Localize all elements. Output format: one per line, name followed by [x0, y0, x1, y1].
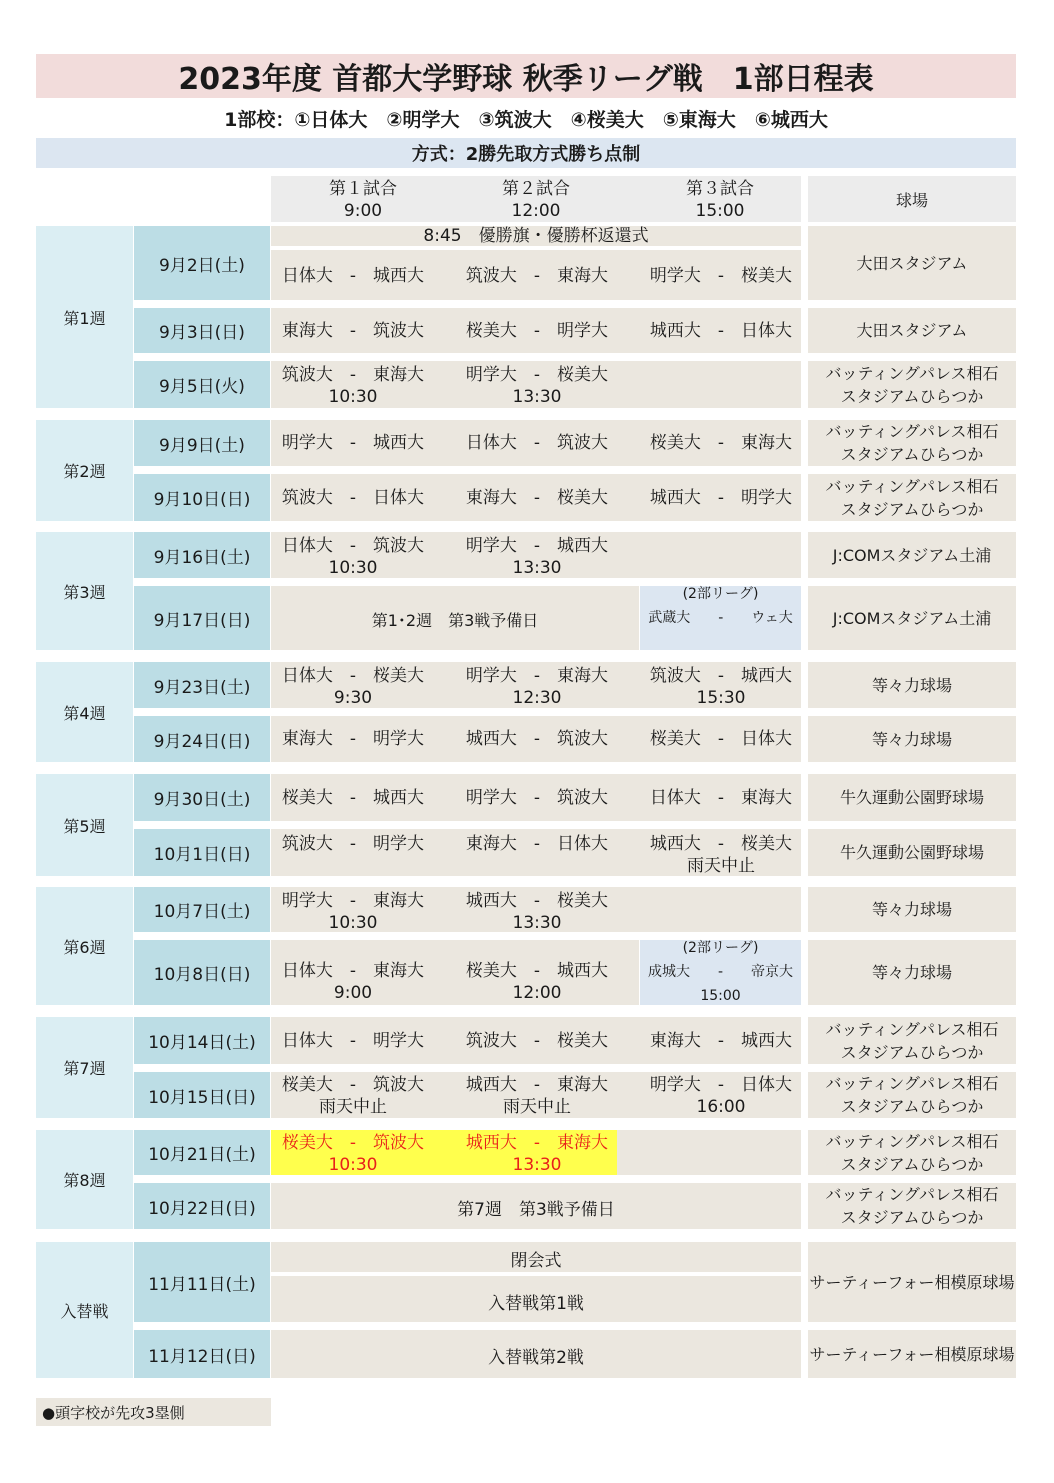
venue-cell: 等々力球場 — [808, 716, 1016, 762]
date-cell: 11月12日(日) — [134, 1330, 270, 1378]
date-cell: 10月21日(土) — [134, 1130, 270, 1175]
venue-cell: バッティングパレス相石 スタジアムひらつか — [808, 361, 1016, 408]
week-label: 第2週 — [36, 420, 133, 521]
game2: 筑波大 - 東海大 — [465, 266, 609, 286]
game2: 明学大 - 筑波大 — [465, 788, 609, 808]
game1: 筑波大 - 東海大 10:30 — [281, 365, 425, 407]
games-cell — [271, 532, 801, 578]
week-label: 第5週 — [36, 774, 133, 876]
page-title: 2023年度 首都大学野球 秋季リーグ戦 1部日程表 — [36, 54, 1016, 98]
venue-cell: バッティングパレス相石 スタジアムひらつか — [808, 1183, 1016, 1229]
venue-cell: 大田スタジアム — [808, 308, 1016, 353]
format-banner: 方式：2勝先取方式勝ち点制 — [36, 138, 1016, 168]
game3: 明学大 - 日体大 16:00 — [649, 1075, 793, 1117]
game1: 桜美大 - 筑波大 10:30 — [281, 1133, 425, 1175]
venue-cell: 牛久運動公園野球場 — [808, 774, 1016, 821]
venue-cell: バッティングパレス相石 スタジアムひらつか — [808, 420, 1016, 466]
games-cell — [271, 1017, 801, 1064]
game3: 明学大 - 桜美大 — [649, 266, 793, 286]
venue-cell: J:COMスタジアム土浦 — [808, 532, 1016, 578]
game3: 日体大 - 東海大 — [649, 788, 793, 808]
game3: 筑波大 - 城西大 15:30 — [649, 666, 793, 708]
games-cell — [271, 1130, 801, 1175]
highlighted-games — [271, 1130, 617, 1175]
venue-cell: バッティングパレス相石 スタジアムひらつか — [808, 1130, 1016, 1175]
game2: 筑波大 - 桜美大 — [465, 1031, 609, 1051]
league-schools: 1部校：①日体大 ②明学大 ③筑波大 ④桜美大 ⑤東海大 ⑥城西大 — [224, 108, 828, 131]
venue-cell: サーティーフォー相模原球場 — [808, 1242, 1016, 1322]
game3: 城西大 - 明学大 — [649, 488, 793, 508]
division2-game-cell: (2部リーグ) 武蔵大 - ウェ大 — [640, 586, 801, 650]
game2: 東海大 - 日体大 — [465, 834, 609, 854]
week-label: 第4週 — [36, 662, 133, 762]
date-cell: 9月24日(日) — [134, 716, 270, 762]
venue-cell: 等々力球場 — [808, 887, 1016, 932]
game1: 桜美大 - 城西大 — [281, 788, 425, 808]
game2: 城西大 - 東海大 雨天中止 — [465, 1075, 609, 1117]
game2: 明学大 - 桜美大 13:30 — [465, 365, 609, 407]
game1-header: 第１試合 9:00 — [329, 179, 397, 221]
game-header — [271, 176, 801, 222]
game1: 桜美大 - 筑波大 雨天中止 — [281, 1075, 425, 1117]
game3-header: 第３試合 15:00 — [686, 179, 754, 221]
games-cell — [271, 829, 801, 876]
venue-header: 球場 — [808, 176, 1016, 222]
game2: 日体大 - 筑波大 — [465, 433, 609, 453]
playoff-game-cell: 入替戦第1戦 — [271, 1276, 801, 1322]
venue-cell: 等々力球場 — [808, 940, 1016, 1005]
week-label: 第6週 — [36, 887, 133, 1005]
division2-game-cell: (2部リーグ) 成城大 - 帝京大 15:00 — [640, 940, 801, 1005]
week-label: 第3週 — [36, 532, 133, 650]
ceremony-banner: 8:45 優勝旗・優勝杯返還式 — [271, 226, 801, 246]
date-cell: 10月7日(土) — [134, 887, 270, 932]
game2: 明学大 - 城西大 13:30 — [465, 536, 609, 578]
venue-cell: サーティーフォー相模原球場 — [808, 1330, 1016, 1378]
game2: 城西大 - 東海大 13:30 — [465, 1133, 609, 1175]
venue-cell: 大田スタジアム — [808, 226, 1016, 300]
game3: 城西大 - 日体大 — [649, 321, 793, 341]
games-cell — [271, 774, 801, 821]
game2: 桜美大 - 城西大 12:00 — [465, 961, 609, 1003]
game1: 筑波大 - 日体大 — [281, 488, 425, 508]
games-cell — [271, 308, 801, 353]
game1: 日体大 - 明学大 — [281, 1031, 425, 1051]
games-cell — [271, 940, 639, 1005]
footnote: ●頭字校が先攻3塁側 — [36, 1398, 271, 1426]
games-cell — [271, 716, 801, 762]
week-label: 入替戦 — [36, 1242, 133, 1378]
date-cell: 9月23日(土) — [134, 662, 270, 708]
game1: 東海大 - 筑波大 — [281, 321, 425, 341]
date-cell: 9月17日(日) — [134, 586, 270, 650]
game1: 日体大 - 城西大 — [281, 266, 425, 286]
date-cell: 10月8日(日) — [134, 940, 270, 1005]
game1: 日体大 - 東海大 9:00 — [281, 961, 425, 1003]
game3: 桜美大 - 日体大 — [649, 729, 793, 749]
game2: 東海大 - 桜美大 — [465, 488, 609, 508]
date-cell: 10月1日(日) — [134, 829, 270, 876]
games-cell — [271, 420, 801, 466]
game1: 筑波大 - 明学大 — [281, 834, 425, 854]
games-cell — [271, 250, 801, 300]
game2: 城西大 - 筑波大 — [465, 729, 609, 749]
games-cell — [271, 474, 801, 521]
date-cell: 10月14日(土) — [134, 1017, 270, 1064]
game3: 桜美大 - 東海大 — [649, 433, 793, 453]
game1: 明学大 - 城西大 — [281, 433, 425, 453]
date-cell: 10月22日(日) — [134, 1183, 270, 1229]
venue-cell: 等々力球場 — [808, 662, 1016, 708]
date-cell: 9月3日(日) — [134, 308, 270, 353]
game2: 桜美大 - 明学大 — [465, 321, 609, 341]
date-cell: 10月15日(日) — [134, 1072, 270, 1118]
closing-ceremony-cell: 閉会式 — [271, 1242, 801, 1272]
date-cell: 9月10日(日) — [134, 474, 270, 521]
game1: 日体大 - 筑波大 10:30 — [281, 536, 425, 578]
week-label: 第8週 — [36, 1130, 133, 1229]
date-cell: 9月5日(火) — [134, 361, 270, 408]
venue-cell: バッティングパレス相石 スタジアムひらつか — [808, 474, 1016, 521]
games-cell — [271, 662, 801, 708]
venue-cell: J:COMスタジアム土浦 — [808, 586, 1016, 650]
date-cell: 11月11日(土) — [134, 1242, 270, 1322]
date-cell: 9月9日(土) — [134, 420, 270, 466]
game3: 東海大 - 城西大 — [649, 1031, 793, 1051]
week-label: 第7週 — [36, 1017, 133, 1118]
game2: 城西大 - 桜美大 13:30 — [465, 891, 609, 933]
game1: 日体大 - 桜美大 9:30 — [281, 666, 425, 708]
game2-header: 第２試合 12:00 — [502, 179, 570, 221]
games-cell — [271, 361, 801, 408]
reserve-day-cell: 第1･2週 第3戦予備日 — [271, 586, 639, 650]
game2: 明学大 - 東海大 12:30 — [465, 666, 609, 708]
game1: 明学大 - 東海大 10:30 — [281, 891, 425, 933]
date-cell: 9月2日(土) — [134, 226, 270, 300]
date-cell: 9月16日(土) — [134, 532, 270, 578]
venue-cell: バッティングパレス相石 スタジアムひらつか — [808, 1072, 1016, 1118]
games-cell — [271, 1072, 801, 1118]
week-label: 第1週 — [36, 226, 133, 408]
reserve-day-cell: 第7週 第3戦予備日 — [271, 1183, 801, 1229]
game3: 城西大 - 桜美大 雨天中止 — [649, 834, 793, 876]
date-cell: 9月30日(土) — [134, 774, 270, 821]
venue-cell: 牛久運動公園野球場 — [808, 829, 1016, 876]
games-cell — [271, 887, 801, 932]
playoff-game-cell: 入替戦第2戦 — [271, 1330, 801, 1378]
game1: 東海大 - 明学大 — [281, 729, 425, 749]
venue-cell: バッティングパレス相石 スタジアムひらつか — [808, 1017, 1016, 1064]
